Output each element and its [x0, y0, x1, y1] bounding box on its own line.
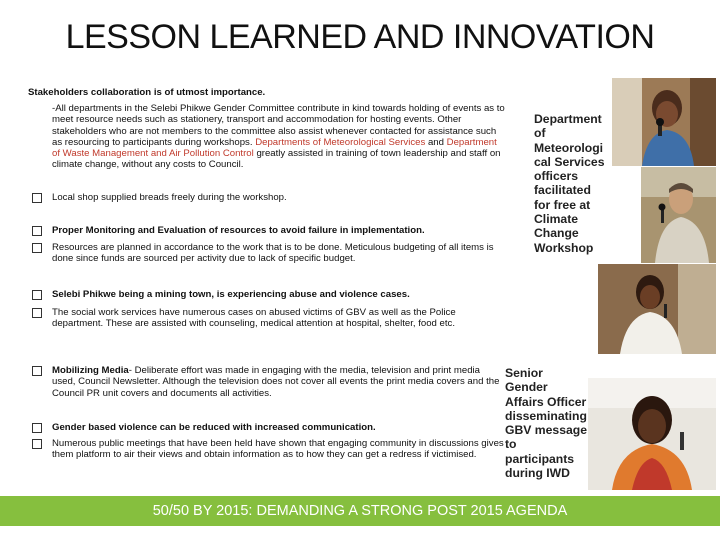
stakeholders-heading: Stakeholders collaboration is of utmost importance.	[28, 87, 266, 98]
footer-text: 50/50 BY 2015: DEMANDING A STRONG POST 2015 AGENDA	[152, 503, 568, 519]
dept-waste-management: Department of Waste Management and Air Pollution Control	[52, 136, 497, 160]
mining-heading: Selebi Phikwe being a mining town, is experiencing abuse and violence cases.	[52, 289, 410, 300]
photo-woman-white-top	[598, 264, 716, 354]
mining-text: The social work services have numerous cases on abused victims of GBV as well as the Police department. These are assisted with counseling, medical attention at hospital, shelter, food etc.	[52, 307, 456, 330]
bullet-box	[32, 193, 42, 203]
photo-gender-affairs-officer	[588, 378, 716, 490]
stakeholders-para-b: greatly assisted in training of town leadership and staff on climate change, without any costs to Council.	[52, 148, 501, 171]
mining-item	[34, 289, 504, 300]
gbv-heading: Gender based violence can be reduced with increased communication.	[52, 422, 376, 433]
bullet-box	[32, 308, 42, 318]
bullet-box	[32, 439, 42, 449]
stakeholders-para-a: -All departments in the Selebi Phikwe Gender Committee contribute in kind towards holding of events as to meet resource needs such as stationery, transport and accommodation for hosting events. Other stakeholders who are not members to the committee also assist whenever contacted for assistance such as resourcing to participants during workshops.	[52, 103, 505, 148]
stakeholders-paragraph	[52, 103, 507, 171]
monitoring-text: Resources are planned in accordance to the work that is to be done. Meticulous budgeting of all items is done since funds are sourced per activity due to lack of specific budget.	[52, 242, 494, 265]
bread-text: Local shop supplied breads freely during the workshop.	[52, 192, 287, 203]
monitoring-heading: Proper Monitoring and Evaluation of resources to avoid failure in implementation.	[52, 225, 425, 236]
footer-banner	[0, 496, 720, 526]
gender-officer-caption: Senior Gender Affairs Officer disseminating GBV message to participants during IWD	[505, 366, 587, 481]
photo-woman-microphone	[612, 78, 716, 166]
media-text: - Deliberate effort was made in engaging with the media, television and print media used, Council Newsletter. Although the television does not cover all events the print media covers and the Council PR unit covers and documents all activities.	[52, 365, 500, 399]
dept-meteorological: Departments of Meteorological Services	[255, 136, 426, 148]
slide-title: LESSON LEARNED AND INNOVATION	[65, 18, 655, 56]
gbv-text: Numerous public meetings that have been held have shown that engaging community in discussions gives them platform to air their views and obtain information as to how they can get a redress if victimised.	[52, 438, 504, 461]
monitoring-item	[34, 225, 504, 236]
media-heading: Mobilizing Media	[52, 365, 129, 376]
gbv-item	[34, 422, 504, 433]
bullet-box	[32, 366, 42, 376]
media-item	[34, 365, 504, 399]
bullet-box	[32, 290, 42, 300]
mining-detail-item	[34, 307, 504, 330]
bread-item	[34, 192, 504, 203]
meteorological-caption: Department of Meteorologi cal Services officers facilitated for free at Climate Change Workshop	[534, 112, 605, 255]
and-word: and	[427, 136, 444, 148]
photo-man-microphone	[641, 167, 716, 263]
monitoring-detail-item	[34, 242, 504, 265]
bullet-box	[32, 226, 42, 236]
gbv-detail-item	[34, 438, 504, 461]
bullet-box	[32, 423, 42, 433]
bullet-box	[32, 243, 42, 253]
